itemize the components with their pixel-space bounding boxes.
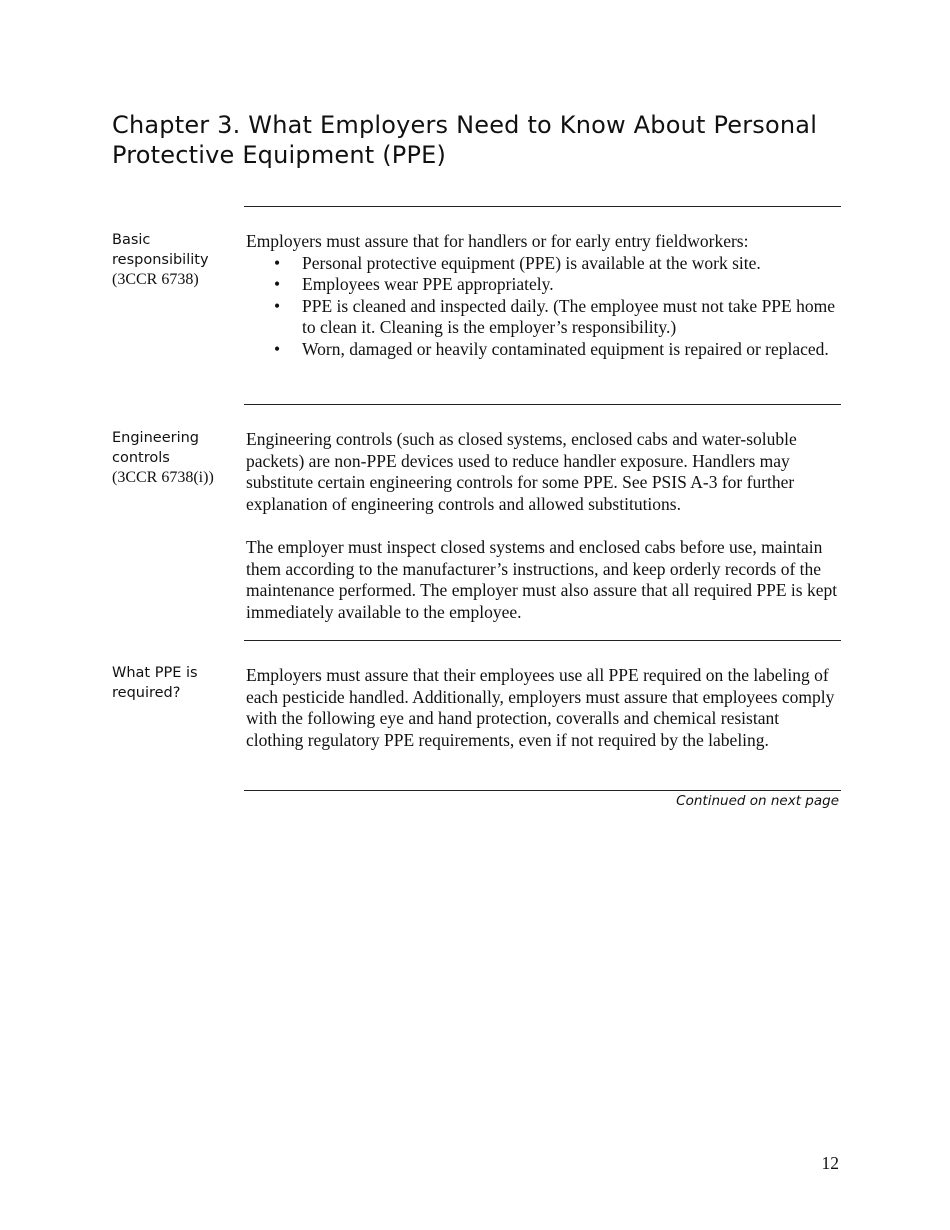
list-item: • Personal protective equipment (PPE) is available at the work site. <box>302 253 838 275</box>
continued-note: Continued on next page <box>676 793 839 809</box>
basic-responsibility-content <box>246 231 838 361</box>
engineering-controls-reference: (3CCR 6738(i)) <box>112 469 214 486</box>
employer-duties-list <box>246 253 838 361</box>
section-divider <box>244 404 841 405</box>
list-item: • Employees wear PPE appropriately. <box>302 274 838 296</box>
engineering-controls-sidebar <box>112 429 240 488</box>
engineering-controls-label: Engineering controls <box>112 430 199 466</box>
basic-responsibility-label: Basic responsibility <box>112 232 209 268</box>
basic-responsibility-sidebar <box>112 231 240 290</box>
ppe-required-paragraph: Employers must assure that their employees use all PPE required on the labeling of each pesticide handled. Additionally, employers must assure that employees comply with the following eye and hand protection, coveralls and chemical resistant clothing regulatory PPE requirements, even if not required by the labeling. <box>246 665 835 750</box>
basic-responsibility-intro: Employers must assure that for handlers or for early entry fieldworkers: <box>246 231 749 251</box>
list-item: • Worn, damaged or heavily contaminated equipment is repaired or replaced. <box>302 339 838 361</box>
page-number: 12 <box>821 1153 839 1173</box>
engineering-controls-content <box>246 429 838 623</box>
chapter-title: Chapter 3. What Employers Need to Know About Personal Protective Equipment (PPE) <box>112 111 818 169</box>
ppe-required-label: What PPE is required? <box>112 665 198 701</box>
engineering-controls-paragraph: Engineering controls (such as closed systems, enclosed cabs and water-soluble packets) are non-PPE devices used to reduce handler exposure. Handlers may substitute certain engineering controls for some PPE. See PSIS A-3 for further explanation of engineering controls and allowed substitutions. <box>246 429 797 514</box>
list-item: • PPE is cleaned and inspected daily. (The employee must not take PPE home to clean it. Cleaning is the employer’s responsibility.) <box>302 296 838 339</box>
ppe-required-content <box>246 665 838 751</box>
section-divider <box>244 790 841 791</box>
section-divider <box>244 206 841 207</box>
engineering-controls-paragraph: The employer must inspect closed systems and enclosed cabs before use, maintain them according to the manufacturer’s instructions, and keep orderly records of the maintenance performed. The employer must also assure that all required PPE is kept immediately available to the employee. <box>246 536 838 622</box>
ppe-required-sidebar <box>112 664 240 703</box>
basic-responsibility-reference: (3CCR 6738) <box>112 271 199 288</box>
section-divider <box>244 640 841 641</box>
